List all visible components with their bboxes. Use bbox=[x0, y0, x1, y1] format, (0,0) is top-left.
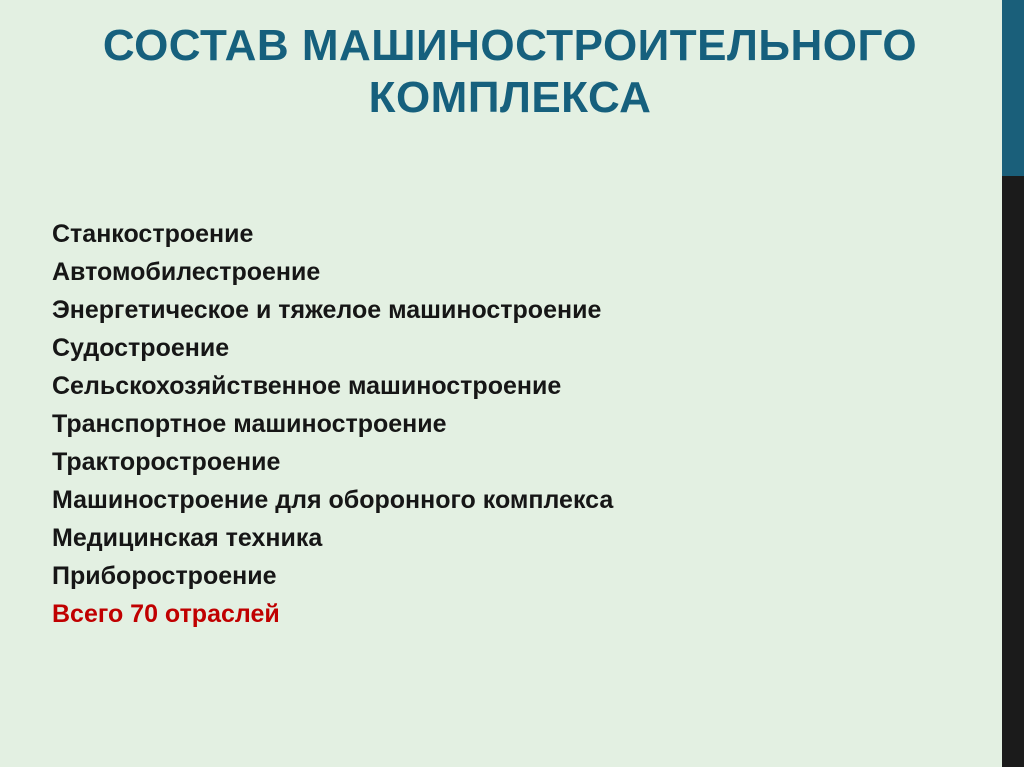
list-item-total: Всего 70 отраслей bbox=[52, 600, 280, 628]
list-item: Автомобилестроение bbox=[52, 258, 321, 286]
industry-list bbox=[52, 216, 932, 634]
list-item: Станкостроение bbox=[52, 220, 254, 248]
list-item: Машиностроение для оборонного комплекса bbox=[52, 486, 614, 514]
accent-bar-bottom bbox=[1002, 176, 1024, 767]
list-item: Энергетическое и тяжелое машиностроение bbox=[52, 296, 602, 324]
list-item: Транспортное машиностроение bbox=[52, 410, 447, 438]
slide-title: СОСТАВ МАШИНОСТРОИТЕЛЬНОГО КОМПЛЕКСА bbox=[102, 21, 918, 122]
list-item: Медицинская техника bbox=[52, 524, 323, 552]
list-item: Судостроение bbox=[52, 334, 230, 362]
accent-bar-top bbox=[1002, 0, 1024, 176]
list-item: Приборостроение bbox=[52, 562, 277, 590]
list-item: Сельскохозяйственное машиностроение bbox=[52, 372, 562, 400]
list-item: Тракторостроение bbox=[52, 448, 281, 476]
